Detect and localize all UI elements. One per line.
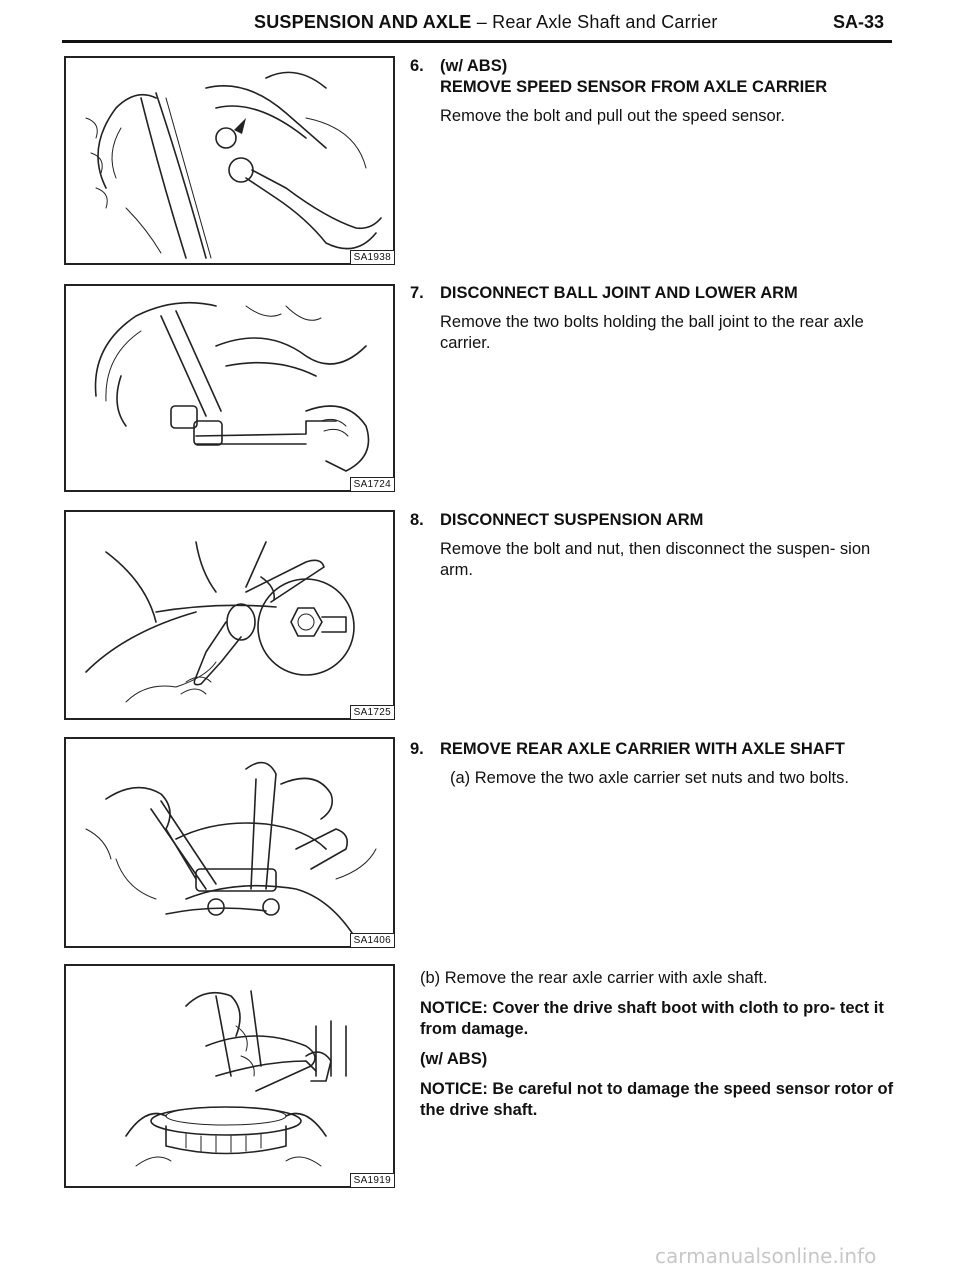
figure-ball-joint (64, 284, 395, 492)
step-sub-a: (a) Remove the two axle carrier set nuts and two bolts. (450, 769, 849, 787)
step-body: Remove the bolt and pull out the speed sensor. (440, 107, 785, 125)
figure-code: SA1938 (350, 250, 395, 265)
figure-code: SA1724 (350, 477, 395, 492)
section-title: SUSPENSION AND AXLE (254, 12, 472, 32)
ball-joint-wrench-illustration (66, 286, 393, 490)
figure-carrier-set-nuts (64, 737, 395, 948)
step-heading: REMOVE REAR AXLE CARRIER WITH AXLE SHAFT (440, 740, 845, 758)
page-header (62, 8, 892, 38)
step-heading-abs: (w/ ABS) (440, 57, 508, 75)
header-rule (62, 40, 892, 43)
notice-rotor: NOTICE: Be careful not to damage the speed sensor rotor of the drive shaft. (420, 1080, 894, 1119)
page-number: SA-33 (832, 12, 884, 32)
header-title (254, 12, 718, 33)
step-body: Remove the two bolts holding the ball joint to the rear axle carrier. (440, 313, 864, 352)
speed-sensor-removal-illustration (66, 58, 393, 263)
step-number: 9. (410, 740, 424, 758)
step-body: Remove the bolt and nut, then disconnect the suspen- sion arm. (440, 540, 871, 579)
step-6 (410, 56, 900, 127)
figure-code: SA1725 (350, 705, 395, 720)
figure-code: SA1406 (350, 933, 395, 948)
step-8 (410, 510, 900, 581)
figure-suspension-arm (64, 510, 395, 720)
title-separator: – (471, 12, 493, 32)
watermark: carmanualsonline.info (655, 1244, 877, 1268)
carrier-removal-illustration (66, 966, 393, 1186)
step-9 (410, 739, 900, 789)
step-heading: DISCONNECT SUSPENSION ARM (440, 511, 704, 529)
step-7 (410, 283, 900, 354)
suspension-arm-wrench-illustration (66, 512, 393, 718)
step-heading: DISCONNECT BALL JOINT AND LOWER ARM (440, 284, 798, 302)
subsection-title: Rear Axle Shaft and Carrier (492, 12, 718, 32)
figure-carrier-removal (64, 964, 395, 1188)
step-number: 6. (410, 57, 424, 75)
step-number: 7. (410, 284, 424, 302)
step-heading: REMOVE SPEED SENSOR FROM AXLE CARRIER (440, 78, 828, 96)
abs-note: (w/ ABS) (420, 1050, 488, 1068)
step-9-sub-b (420, 968, 900, 1130)
step-number: 8. (410, 511, 424, 529)
sub-b-text: (b) Remove the rear axle carrier with axle shaft. (420, 969, 768, 987)
figure-code: SA1919 (350, 1173, 395, 1188)
notice-boot: NOTICE: Cover the drive shaft boot with cloth to pro- tect it from damage. (420, 999, 884, 1038)
carrier-set-nuts-illustration (66, 739, 393, 946)
figure-speed-sensor (64, 56, 395, 265)
